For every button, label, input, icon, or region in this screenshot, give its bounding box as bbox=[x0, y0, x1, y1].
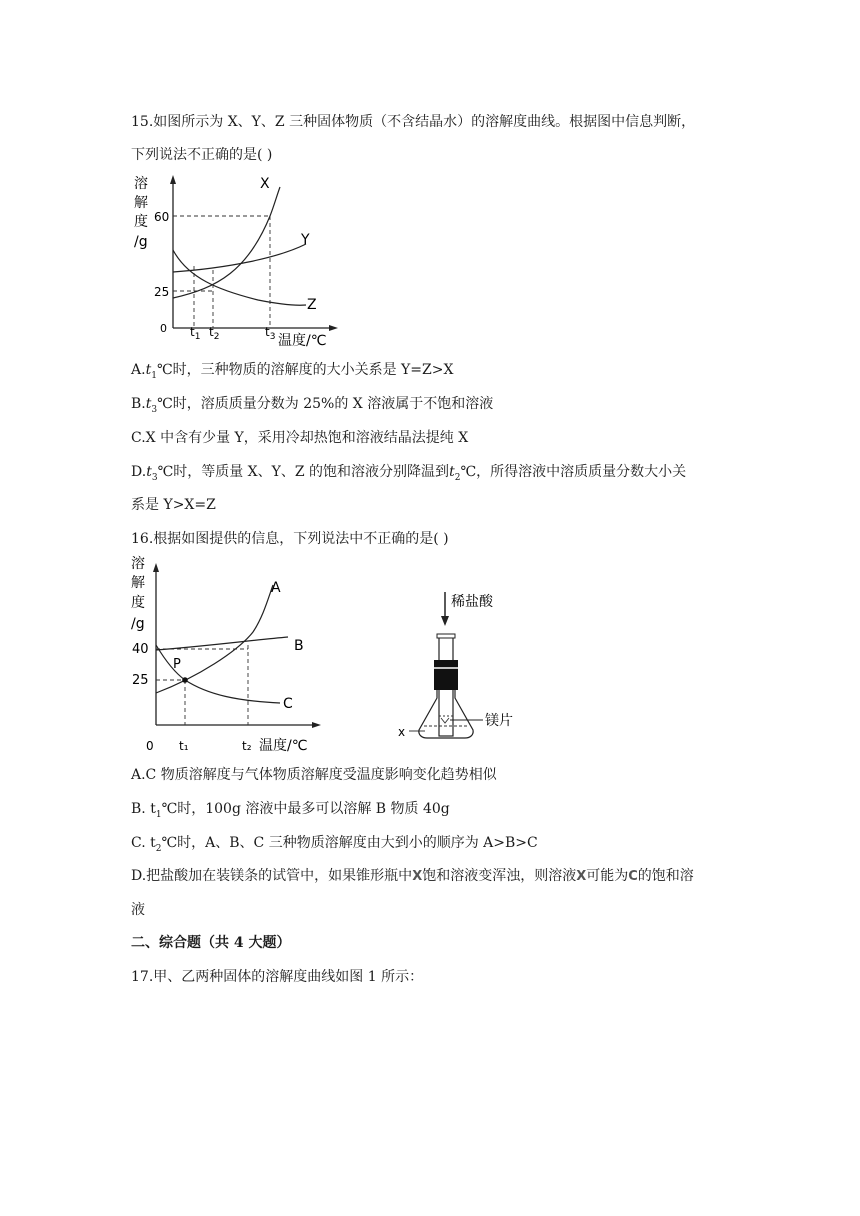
q15-ylabel-4: /g bbox=[134, 234, 148, 250]
q15-solubility-graph bbox=[128, 170, 348, 350]
q15-curve-z bbox=[173, 250, 306, 305]
q16-option-b: B. $t_1℃$时，100g 溶液中最多可以溶解 B 物质 40g bbox=[131, 801, 450, 820]
q15-option-b: $B.t_3℃$时，溶质质量分数为 25%的 X 溶液属于不饱和溶液 bbox=[131, 396, 494, 415]
acid-arrow-head bbox=[441, 616, 449, 626]
q16-curve-c bbox=[156, 645, 280, 703]
q16-xlabel: 温度/℃ bbox=[259, 738, 308, 754]
q15-stem-line1: 15.如图所示为 X、Y、Z 三种固体物质（不含结晶水）的溶解度曲线。根据图中信息判断， bbox=[131, 114, 696, 130]
section-heading: 二、综合题（共 4 大题） bbox=[131, 935, 291, 951]
q16-label-b: B bbox=[294, 638, 304, 654]
mg-label: 镁片 bbox=[485, 713, 513, 729]
q15-tick-25: 25 bbox=[154, 285, 170, 299]
q15-x-arrow bbox=[329, 325, 338, 331]
q15-curve-x bbox=[173, 187, 280, 298]
q16-option-c: C. $t_2℃$时，A、B、C 三种物质溶解度由大到小的顺序为 A>B>C bbox=[131, 835, 538, 854]
x-label: x bbox=[398, 725, 406, 739]
q15-label-z: Z bbox=[307, 297, 317, 313]
q15-tick-t1: $t_1$ bbox=[190, 325, 201, 342]
q15-ylabel-1: 溶 bbox=[134, 176, 148, 192]
q16-tick-25: 25 bbox=[132, 673, 149, 688]
q15-tick-t3: $t_3$ bbox=[265, 325, 276, 342]
q16-curve-a bbox=[156, 585, 273, 693]
q15-origin: 0 bbox=[160, 322, 167, 335]
q16-curve-b bbox=[156, 637, 288, 650]
q17-stem: 17.甲、乙两种固体的溶解度曲线如图 1 所示： bbox=[131, 969, 424, 985]
q16-option-d-line2: 液 bbox=[131, 902, 145, 918]
q15-ylabel-2: 解 bbox=[134, 195, 148, 211]
q16-ylabel-1: 溶 bbox=[131, 556, 145, 572]
acid-label: 稀盐酸 bbox=[451, 594, 493, 610]
q15-tick-t2: $t_2$ bbox=[209, 325, 220, 342]
q15-label-y: Y bbox=[301, 232, 310, 248]
q16-solubility-graph bbox=[128, 555, 328, 755]
test-tube-rim bbox=[437, 634, 455, 638]
q16-ylabel-2: 解 bbox=[131, 575, 145, 591]
q16-tick-40: 40 bbox=[132, 642, 149, 657]
q16-option-a: A.C 物质溶解度与气体物质溶解度受温度影响变化趋势相似 bbox=[131, 767, 497, 783]
q15-curve-y bbox=[173, 244, 306, 272]
q15-y-arrow bbox=[170, 175, 176, 184]
q15-option-c: C.X 中含有少量 Y，采用冷却热饱和溶液结晶法提纯 X bbox=[131, 430, 469, 446]
mg-ribbon bbox=[441, 718, 449, 723]
q16-tick-t1: t₁ bbox=[179, 739, 189, 753]
q16-option-d-line1: D.把盐酸加在装镁条的试管中，如果锥形瓶中X饱和溶液变浑浊，则溶液X可能为C的饱和溶 bbox=[131, 868, 694, 884]
q15-label-x: X bbox=[260, 176, 270, 192]
q16-stem: 16.根据如图提供的信息，下列说法中不正确的是( ) bbox=[131, 531, 449, 547]
conical-flask bbox=[419, 690, 473, 738]
q16-ylabel-3: 度 bbox=[131, 595, 145, 611]
q15-option-d-line1: $D.t_3℃$时，等质量 X、Y、Z 的饱和溶液分别降温到$t_2℃$，所得溶液中溶质质量分数大小关 bbox=[131, 464, 687, 483]
q16-label-a: A bbox=[271, 580, 281, 596]
q16-x-arrow bbox=[312, 722, 321, 728]
q16-point-p bbox=[182, 677, 188, 683]
q16-y-arrow bbox=[153, 563, 159, 572]
q16-tick-t2: t₂ bbox=[242, 739, 252, 753]
q16-label-c: C bbox=[283, 696, 293, 712]
q15-ylabel-3: 度 bbox=[134, 214, 148, 230]
q15-option-d-line2: 系是 Y>X=Z bbox=[131, 497, 216, 513]
q15-option-a: $A.t_1℃$时，三种物质的溶解度的大小关系是 Y=Z>X bbox=[131, 362, 454, 381]
q16-apparatus-diagram bbox=[395, 590, 555, 750]
q16-ylabel-4: /g bbox=[131, 616, 145, 632]
q15-stem-line2: 下列说法不正确的是( ) bbox=[131, 147, 273, 163]
q15-xlabel: 温度/℃ bbox=[278, 333, 327, 349]
q16-origin: 0 bbox=[146, 739, 154, 753]
q16-label-p: P bbox=[173, 657, 181, 672]
stopper bbox=[434, 660, 458, 690]
q15-tick-60: 60 bbox=[154, 210, 170, 224]
